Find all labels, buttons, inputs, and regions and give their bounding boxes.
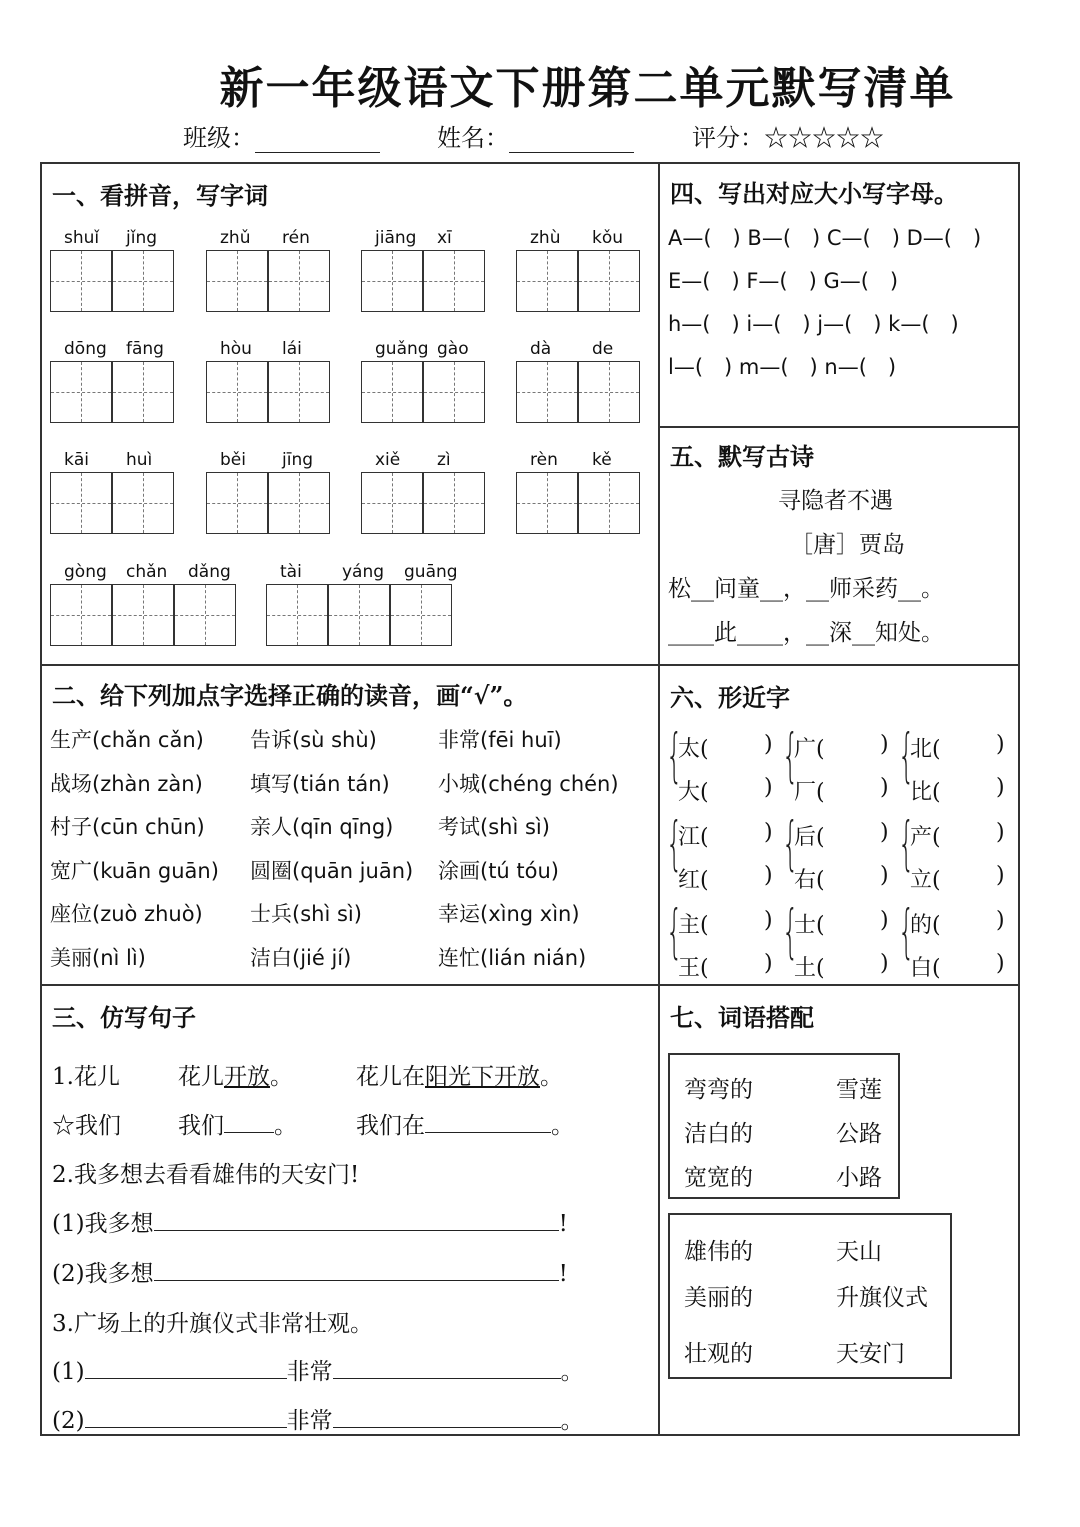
close-paren: ) [764, 908, 773, 933]
pinyin-label: dǎng [188, 562, 231, 582]
q2-answer-2[interactable]: (2)我多想 ! [52, 1261, 568, 1287]
pinyin-label: hòu [220, 339, 252, 359]
tianzige-box[interactable] [50, 584, 112, 646]
pinyin-label: fāng [126, 339, 164, 359]
q1-example-a: 花儿开放。 [178, 1064, 293, 1090]
tianzige-box[interactable] [266, 584, 328, 646]
pinyin-label: kě [592, 450, 612, 470]
brace-glyph: { [666, 897, 683, 965]
pinyin-label: běi [220, 450, 246, 470]
similar-char-item[interactable]: 白( [910, 956, 941, 981]
pinyin-label: kǒu [592, 228, 624, 248]
close-paren: ) [996, 951, 1005, 976]
class-label: 班级： [183, 124, 255, 152]
letter-row[interactable]: E—( ) F—( ) G—( ) [668, 269, 899, 293]
tianzige-box[interactable] [50, 361, 112, 423]
pinyin-label: jiāng [375, 228, 417, 248]
close-paren: ) [880, 732, 889, 757]
tianzige-box[interactable] [423, 361, 485, 423]
tianzige-box[interactable] [516, 361, 578, 423]
tianzige-box[interactable] [268, 250, 330, 312]
tianzige-box[interactable] [516, 472, 578, 534]
score-field [692, 118, 884, 153]
close-paren: ) [764, 820, 773, 845]
reading-choice-item[interactable]: 幸运(xìng xìn) [438, 902, 580, 926]
match-left-word[interactable]: 宽宽的 [684, 1165, 753, 1191]
close-paren: ) [880, 863, 889, 888]
pinyin-label: guāng [404, 562, 458, 582]
section-7-heading: 七、词语搭配 [670, 1003, 814, 1032]
pinyin-label: zhù [530, 228, 561, 248]
tianzige-box[interactable] [174, 584, 236, 646]
section-2-heading: 二、给下列加点字选择正确的读音，画“√”。 [52, 681, 528, 710]
match-left-word[interactable]: 洁白的 [684, 1121, 753, 1147]
q2-answer-1[interactable]: (1)我多想 ! [52, 1211, 568, 1237]
close-paren: ) [764, 863, 773, 888]
tianzige-box[interactable] [361, 361, 423, 423]
reading-choice-item[interactable]: 生产(chǎn cǎn) [50, 728, 204, 752]
tianzige-box[interactable] [268, 472, 330, 534]
section-5-heading: 五、默写古诗 [670, 442, 814, 471]
section-1-heading: 一、看拼音，写字词 [52, 181, 268, 210]
poem-line-2[interactable]: ____此____，__深__知处。 [668, 620, 944, 646]
reading-choice-item[interactable]: 圆圈(quān juān) [250, 858, 414, 883]
q1-answer-b[interactable]: 我们在 。 [356, 1113, 574, 1139]
similar-char-item[interactable]: 后( [794, 825, 825, 850]
name-blank[interactable] [509, 130, 634, 153]
similar-char-item[interactable]: 士( [794, 913, 825, 938]
tianzige-box[interactable] [423, 250, 485, 312]
similar-char-item[interactable]: 红( [678, 868, 709, 893]
q1-label: 1.花儿 [52, 1064, 120, 1090]
tianzige-box[interactable] [423, 472, 485, 534]
similar-char-item[interactable]: 产( [910, 825, 941, 850]
match-left-word[interactable]: 雄伟的 [684, 1239, 753, 1265]
pinyin-label: dà [530, 339, 552, 359]
similar-char-item[interactable]: 主( [678, 913, 709, 938]
pinyin-label: rèn [530, 450, 558, 470]
close-paren: ) [996, 820, 1005, 845]
similar-char-item[interactable]: 的( [910, 913, 941, 938]
section-6-heading: 六、形近字 [670, 683, 790, 712]
letter-row[interactable]: A—( ) B—( ) C—( ) D—( ) [668, 226, 982, 250]
match-right-word[interactable]: 天山 [836, 1239, 882, 1265]
tianzige-box[interactable] [578, 361, 640, 423]
match-box-1 [668, 1053, 900, 1199]
pinyin-label: jīng [282, 450, 314, 470]
letter-row[interactable]: l—( ) m—( ) n—( ) [668, 355, 897, 379]
q3-answer-1[interactable]: (1) 非常 。 [52, 1359, 584, 1385]
pinyin-label: gào [437, 339, 469, 359]
poem-title: 寻隐者不遇 [778, 488, 893, 514]
close-paren: ) [880, 775, 889, 800]
reading-choice-item[interactable]: 亲人(qīn qīng) [250, 815, 394, 839]
match-right-word[interactable]: 天安门 [836, 1341, 905, 1367]
brace-glyph: { [898, 897, 915, 965]
tianzige-box[interactable] [361, 250, 423, 312]
close-paren: ) [996, 775, 1005, 800]
poem-line-1[interactable]: 松__问童__，__师采药__。 [668, 576, 944, 602]
pinyin-label: xī [437, 228, 452, 248]
match-right-word[interactable]: 公路 [836, 1121, 882, 1147]
similar-char-item[interactable]: 立( [910, 868, 941, 893]
reading-choice-item[interactable]: 小城(chéng chén) [438, 771, 619, 796]
q3-prompt: 3.广场上的升旗仪式非常壮观。 [52, 1311, 373, 1337]
pinyin-label: yáng [342, 562, 385, 582]
close-paren: ) [880, 820, 889, 845]
close-paren: ) [996, 863, 1005, 888]
tianzige-box[interactable] [328, 584, 390, 646]
similar-char-item[interactable]: 江( [678, 825, 709, 850]
score-label: 评分：☆☆☆☆☆ [692, 124, 884, 152]
close-paren: ) [764, 732, 773, 757]
tianzige-box[interactable] [112, 361, 174, 423]
brace-glyph: { [898, 721, 915, 789]
pinyin-label: tài [280, 562, 302, 582]
match-box-2 [668, 1213, 952, 1379]
close-paren: ) [764, 775, 773, 800]
pinyin-label: kāi [64, 450, 89, 470]
reading-choice-item[interactable]: 座位(zuò zhuò) [50, 902, 203, 926]
pinyin-label: xiě [375, 450, 401, 470]
tianzige-box[interactable] [50, 472, 112, 534]
similar-char-item[interactable]: 北( [910, 737, 941, 762]
page-title: 新一年级语文下册第二单元默写清单 [219, 63, 956, 114]
tianzige-box[interactable] [578, 472, 640, 534]
brace-glyph: { [666, 809, 683, 877]
reading-choice-item[interactable]: 涂画(tú tóu) [438, 858, 559, 883]
reading-choice-item[interactable]: 非常(fēi huī) [438, 728, 562, 752]
close-paren: ) [996, 908, 1005, 933]
close-paren: ) [764, 951, 773, 976]
brace-glyph: { [782, 897, 799, 965]
pinyin-label: shuǐ [64, 228, 100, 248]
similar-char-item[interactable]: 广( [794, 737, 825, 762]
tianzige-box[interactable] [268, 361, 330, 423]
pinyin-label: huì [126, 450, 153, 470]
tianzige-box[interactable] [112, 472, 174, 534]
tianzige-box[interactable] [206, 250, 268, 312]
similar-char-item[interactable]: 太( [678, 737, 709, 762]
close-paren: ) [880, 908, 889, 933]
reading-choice-item[interactable]: 考试(shì sì) [438, 815, 550, 839]
class-field[interactable] [183, 118, 380, 153]
reading-choice-item[interactable]: 洁白(jié jí) [250, 945, 352, 970]
tianzige-box[interactable] [206, 361, 268, 423]
match-right-word[interactable]: 升旗仪式 [836, 1285, 928, 1311]
match-right-word[interactable]: 小路 [836, 1165, 882, 1191]
match-left-word[interactable]: 壮观的 [684, 1341, 753, 1367]
tianzige-box[interactable] [206, 472, 268, 534]
pinyin-label: de [592, 339, 614, 359]
match-left-word[interactable]: 弯弯的 [684, 1077, 753, 1103]
brace-glyph: { [898, 809, 915, 877]
similar-char-item[interactable]: 大( [678, 780, 709, 805]
brace-glyph: { [782, 809, 799, 877]
letter-row[interactable]: h—( ) i—( ) j—( ) k—( ) [668, 312, 959, 336]
pinyin-label: dōng [64, 339, 107, 359]
reading-choice-item[interactable]: 宽广(kuān guān) [50, 858, 219, 883]
pinyin-label: chǎn [126, 562, 168, 582]
poem-author: ［唐］贾岛 [790, 532, 905, 558]
pinyin-label: zhǔ [220, 228, 251, 248]
similar-char-item[interactable]: 王( [678, 956, 709, 981]
reading-choice-item[interactable]: 连忙(lián nián) [438, 945, 587, 970]
tianzige-box[interactable] [361, 472, 423, 534]
similar-char-item[interactable]: 右( [794, 868, 825, 893]
tianzige-box[interactable] [516, 250, 578, 312]
close-paren: ) [880, 951, 889, 976]
section-4-heading: 四、写出对应大小写字母。 [670, 179, 958, 208]
reading-choice-item[interactable]: 美丽(nì lì) [50, 945, 146, 970]
match-left-word[interactable]: 美丽的 [684, 1285, 753, 1311]
q1-answer-a[interactable]: 我们 。 [178, 1113, 297, 1139]
pinyin-label: zì [437, 450, 451, 470]
q1-star-label: ☆我们 [52, 1113, 121, 1139]
pinyin-label: rén [282, 228, 310, 248]
reading-choice-item[interactable]: 村子(cūn chūn) [50, 815, 205, 839]
tianzige-box[interactable] [112, 250, 174, 312]
pinyin-label: lái [282, 339, 302, 359]
q2-prompt: 2.我多想去看看雄伟的天安门! [52, 1162, 360, 1188]
tianzige-box[interactable] [112, 584, 174, 646]
pinyin-label: gòng [64, 562, 107, 582]
reading-choice-item[interactable]: 战场(zhàn zàn) [50, 771, 203, 796]
pinyin-label: jǐng [126, 228, 158, 248]
pinyin-label: guǎng [375, 339, 429, 359]
class-blank[interactable] [255, 130, 380, 153]
q1-example-b: 花儿在阳光下开放。 [356, 1064, 563, 1090]
tianzige-box[interactable] [578, 250, 640, 312]
brace-glyph: { [782, 721, 799, 789]
reading-choice-item[interactable]: 告诉(sù shù) [250, 728, 377, 752]
reading-choice-item[interactable]: 士兵(shì sì) [250, 902, 362, 926]
name-label: 姓名： [437, 124, 509, 152]
similar-char-item[interactable]: 土( [794, 956, 825, 981]
similar-char-item[interactable]: 厂( [794, 780, 825, 805]
close-paren: ) [996, 732, 1005, 757]
section-3-heading: 三、仿写句子 [52, 1003, 196, 1032]
q3-answer-2[interactable]: (2) 非常 。 [52, 1408, 584, 1434]
brace-glyph: { [666, 721, 683, 789]
tianzige-box[interactable] [390, 584, 452, 646]
name-field[interactable] [437, 118, 634, 153]
match-right-word[interactable]: 雪莲 [836, 1077, 882, 1103]
similar-char-item[interactable]: 比( [910, 780, 941, 805]
tianzige-box[interactable] [50, 250, 112, 312]
reading-choice-item[interactable]: 填写(tián tán) [250, 771, 390, 796]
